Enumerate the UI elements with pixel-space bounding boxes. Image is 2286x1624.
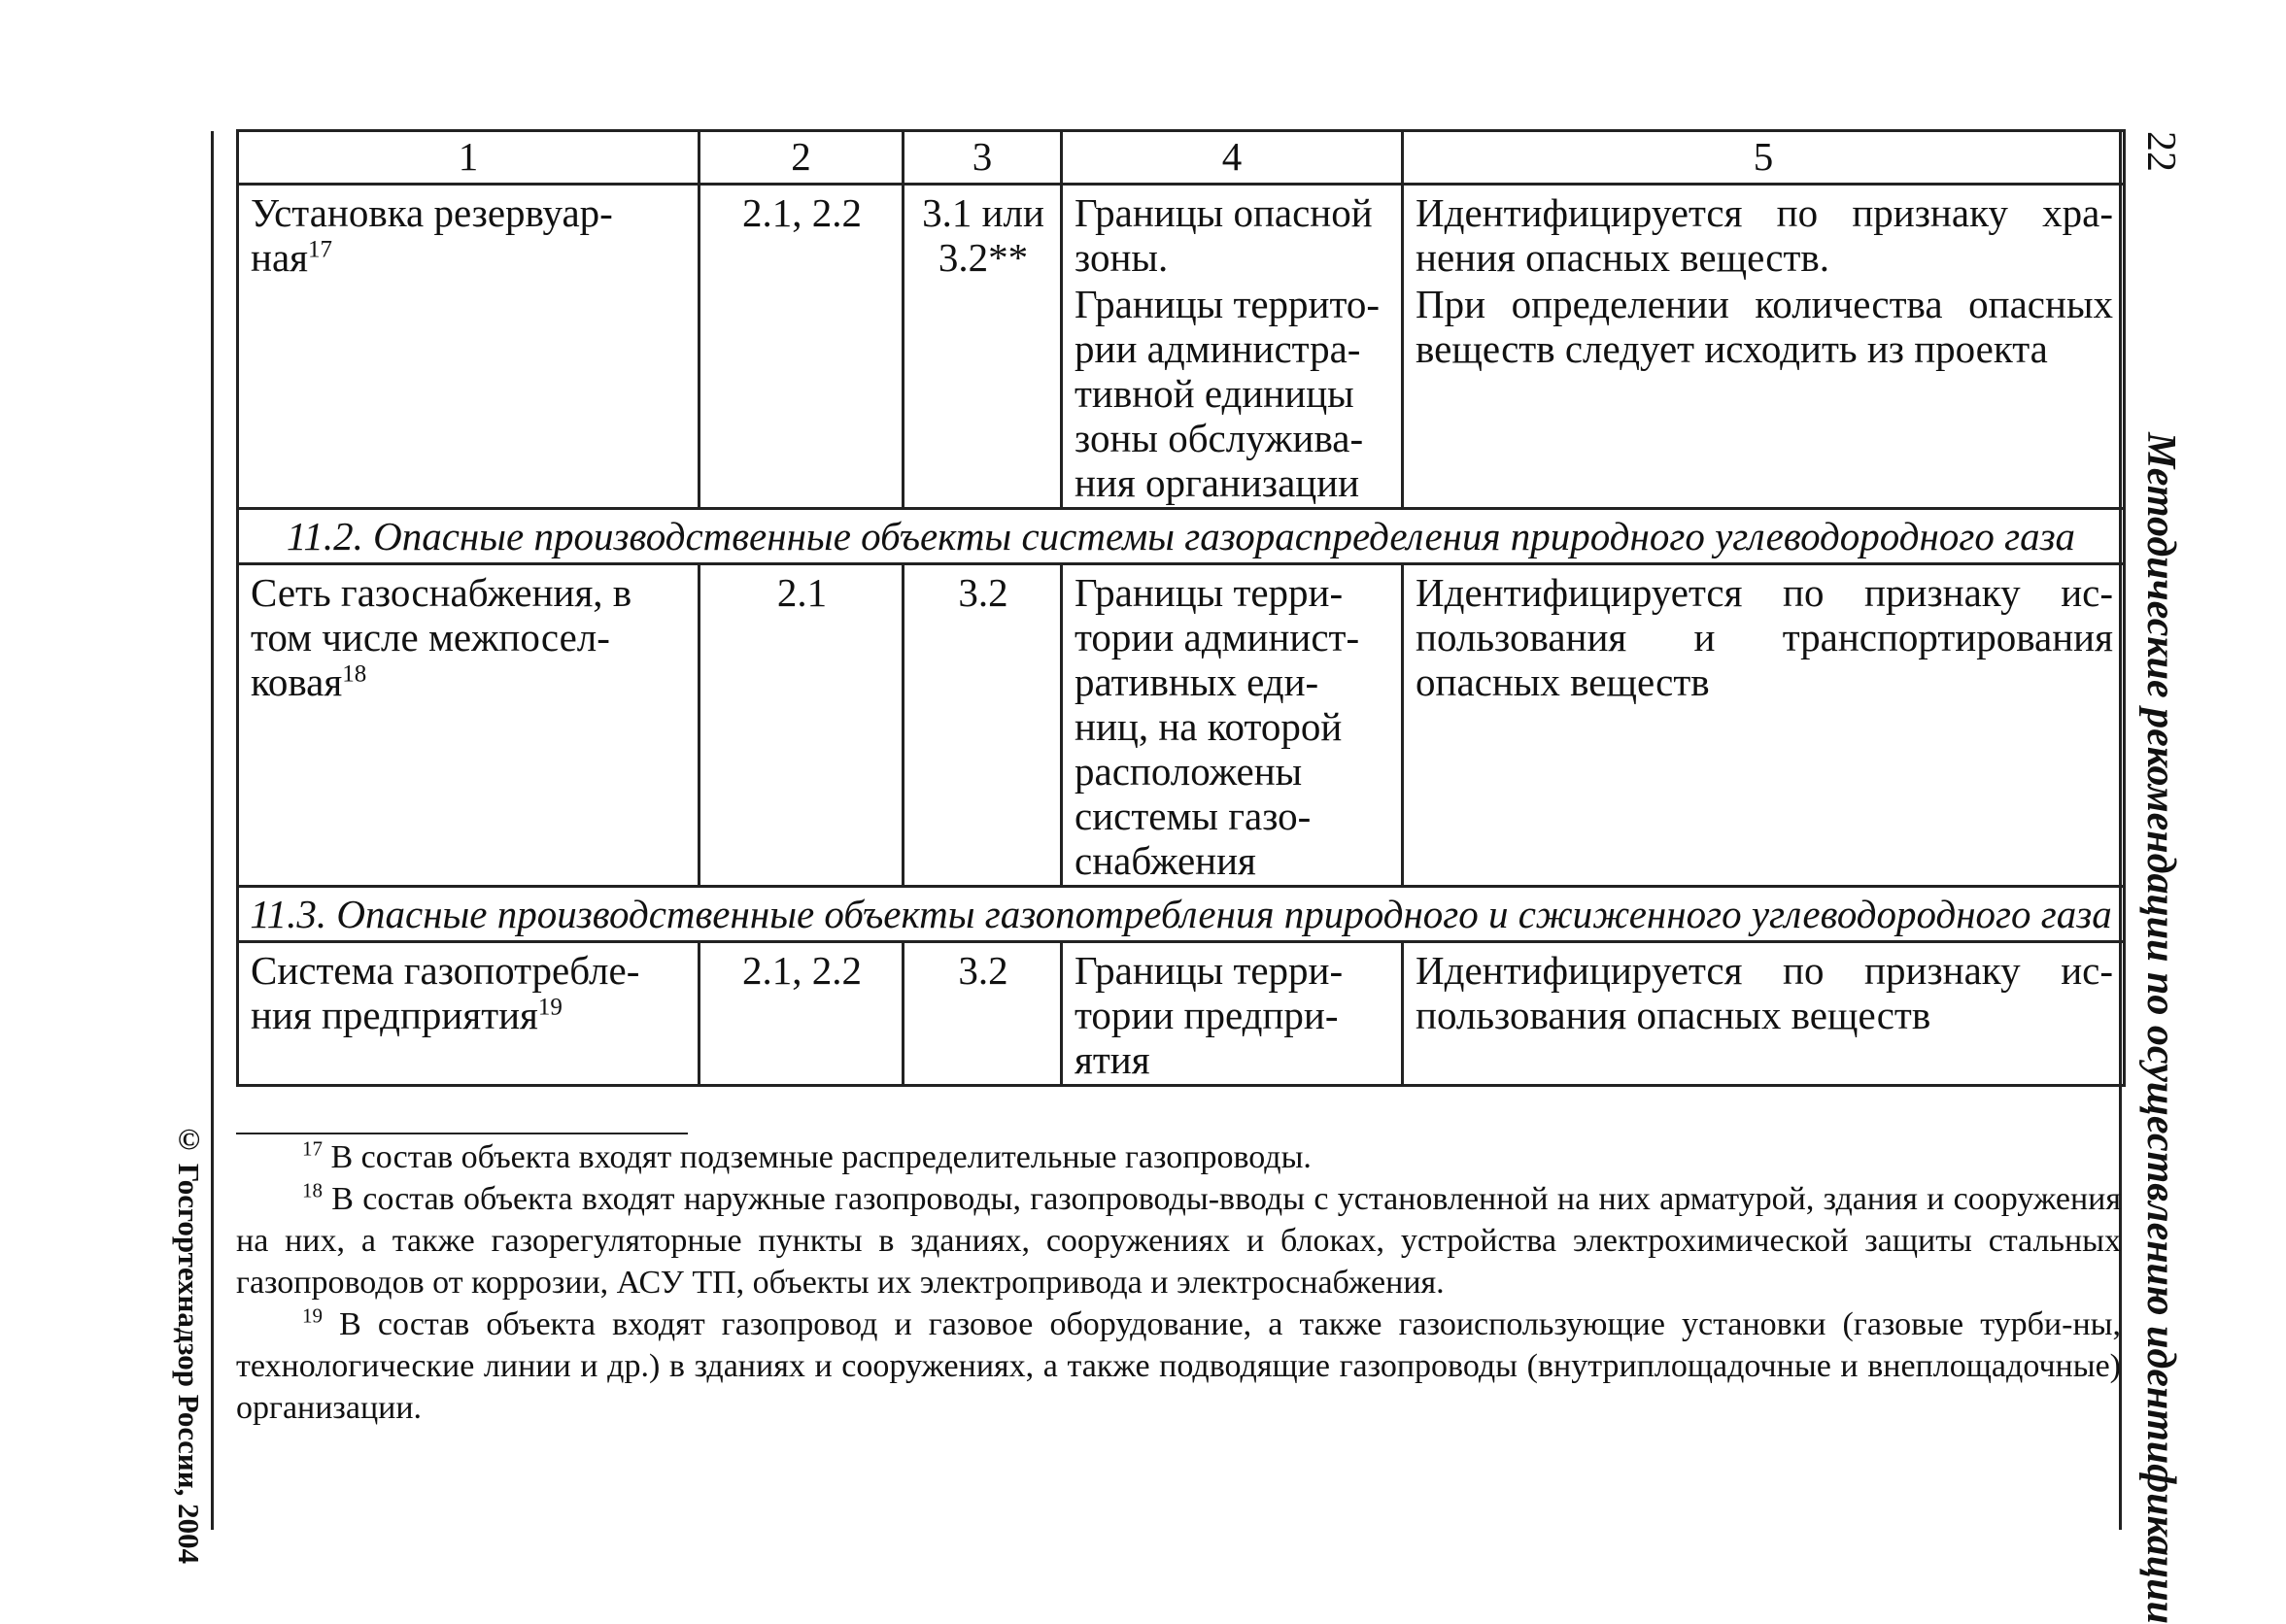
row3-object-text: Система газопотребле-ния предприятия xyxy=(251,948,640,1037)
row1-col4 xyxy=(1062,185,1403,509)
left-margin-rule xyxy=(211,131,214,1530)
row2-object-text: Сеть газоснабжения, в том числе межпосел-ковая xyxy=(251,570,632,704)
footnote-text: В состав объекта входят газопровод и газовое оборудование, а также газоиспользующие установки (газовые турби-ны, технологические линии и др.) в зданиях и сооружениях, а также подводящие газопроводы (внутриплощадочные и внеплощадочные) организации. xyxy=(236,1306,2121,1426)
header-cell-5: 5 xyxy=(1403,131,2125,185)
row1-col4-para1: Границы опасной зоны. xyxy=(1075,190,1373,280)
header-cell-4: 4 xyxy=(1062,131,1403,185)
row2-object-name xyxy=(238,564,699,887)
section-heading-11-3: 11.3. Опасные производственные объекты газопотребления природного и сжиженного углеводородного газа xyxy=(238,887,2125,942)
footnote-text: В состав объекта входят подземные распределительные газопроводы. xyxy=(330,1139,1312,1175)
row1-col4-para2: Границы террито-рии администра-тивной единицы зоны обслужива-ния организации xyxy=(1075,282,1381,505)
row1-col3: 3.1 или 3.2** xyxy=(904,185,1062,509)
row2-col2: 2.1 xyxy=(699,564,904,887)
table-row xyxy=(238,185,2125,509)
row2-col4: Границы терри-тории админист-ративных еди-ниц, на которой расположены системы газо-снабжения xyxy=(1062,564,1403,887)
row3-object-name xyxy=(238,942,699,1086)
page-number: 22 xyxy=(2138,131,2183,172)
section-row-11-3 xyxy=(238,887,2125,942)
footnote-text: В состав объекта входят наружные газопроводы, газопроводы-вводы с установленной на них арматурой, здания и сооружения на них, а также газорегуляторные пункты в зданиях, сооружениях и блоках, устройства электрохимической защиты стальных газопроводов от коррозии, АСУ ТП, объекты их электропривода и электроснабжения. xyxy=(236,1181,2122,1301)
row3-col5: Идентифицируется по признаку ис-пользования опасных веществ xyxy=(1403,942,2125,1086)
row1-col2: 2.1, 2.2 xyxy=(699,185,904,509)
row1-col5-para1: Идентифицируется по признаку хра-нения опасных веществ. xyxy=(1416,190,2113,280)
running-header xyxy=(2137,131,2183,1624)
footnote-ref-18: 18 xyxy=(342,660,367,688)
footnote-separator xyxy=(236,1133,688,1134)
footnote-17 xyxy=(236,1136,2121,1178)
row2-col3: 3.2 xyxy=(904,564,1062,887)
row1-object-text: Установка резервуар-ная xyxy=(251,190,613,280)
header-cell-3: 3 xyxy=(904,131,1062,185)
footnotes xyxy=(236,1136,2121,1429)
footnote-number: 19 xyxy=(302,1303,323,1328)
footnote-19 xyxy=(236,1303,2121,1429)
running-title: Методические рекомендации по осуществлению идентификации xyxy=(2138,432,2183,1624)
footnote-ref-19: 19 xyxy=(537,994,563,1021)
row1-col5-para2: При определении количества опасных веществ следует исходить из проекта xyxy=(1416,282,2113,371)
footnote-number: 17 xyxy=(302,1136,323,1161)
section-row-11-2 xyxy=(238,509,2125,564)
row2-col5: Идентифицируется по признаку ис-пользования и транспортирования опасных веществ xyxy=(1403,564,2125,887)
row3-col4: Границы терри-тории предпри-ятия xyxy=(1062,942,1403,1086)
footnote-18 xyxy=(236,1178,2121,1303)
header-cell-2: 2 xyxy=(699,131,904,185)
row1-object-name xyxy=(238,185,699,509)
table-row xyxy=(238,942,2125,1086)
row1-col5 xyxy=(1403,185,2125,509)
footnote-number: 18 xyxy=(302,1178,323,1202)
row3-col3: 3.2 xyxy=(904,942,1062,1086)
table-header-row xyxy=(238,131,2125,185)
copyright-text: © Госгортехнадзор России, 2004 xyxy=(172,1122,206,1565)
identification-table xyxy=(236,129,2126,1087)
footnote-ref-17: 17 xyxy=(308,236,332,263)
table-row xyxy=(238,564,2125,887)
row3-col2: 2.1, 2.2 xyxy=(699,942,904,1086)
header-cell-1: 1 xyxy=(238,131,699,185)
copyright-notice xyxy=(167,1122,206,1565)
section-heading-11-2: 11.2. Опасные производственные объекты системы газораспределения природного углеводородного газа xyxy=(238,509,2125,564)
